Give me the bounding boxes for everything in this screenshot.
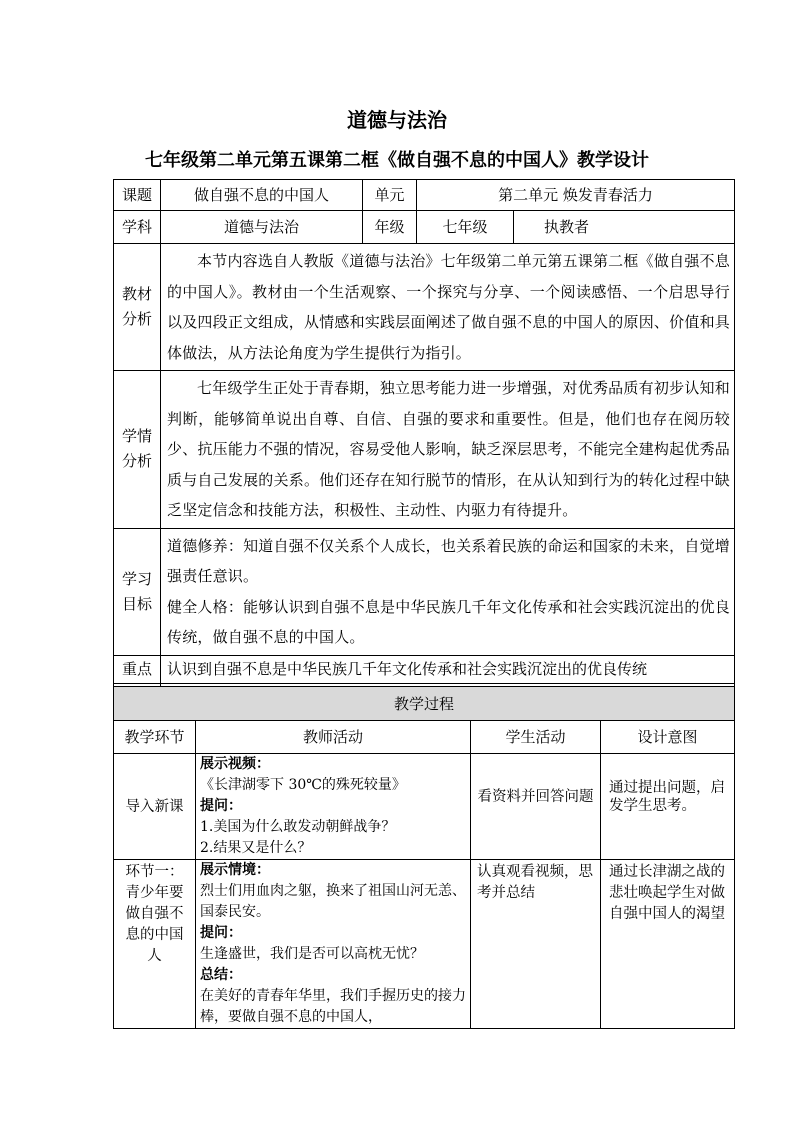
teacher-label: 执教者	[544, 218, 590, 236]
subject-value: 道德与法治	[161, 211, 363, 244]
teacher-cell	[514, 211, 735, 244]
stage-one-heading-scene: 展示情境：	[200, 862, 270, 878]
teaching-process-table	[113, 686, 735, 1029]
student-analysis-label	[114, 371, 161, 529]
learning-goals-label	[114, 528, 161, 655]
col-head-teacher: 教师活动	[196, 721, 471, 754]
key-point-label: 重点	[114, 655, 161, 683]
textbook-analysis-text: 本节内容选自人教版《道德与法治》七年级第二单元第五课第二框《做自强不息的中国人》。教材由一个生活观察、一个探究与分享、一个阅读感悟、一个启思导行以及四段正文组成，从情感和实践层面阐述了做自强不息的中国人的原因、价值和具体做法，从方法论角度为学生提供行为指引。	[161, 244, 735, 371]
goals-label-line-1: 学习	[121, 569, 152, 588]
stage-one-scene-text: 烈士们用血肉之躯，换来了祖国山河无恙、国泰民安。	[200, 883, 466, 920]
document-subtitle: 七年级第二单元第五课第二框《做自强不息的中国人》教学设计	[145, 150, 649, 171]
teacher-activity-stage-one	[196, 860, 471, 1029]
textbook-label-line-1: 教材	[121, 285, 152, 303]
stage-one-heading-question: 提问：	[200, 925, 242, 941]
student-label-line-2: 分析	[121, 452, 152, 471]
grade-value: 七年级	[417, 211, 514, 244]
stage-one-heading-summary: 总结：	[200, 967, 242, 983]
stage-intro: 导入新课	[114, 754, 196, 860]
stage-one-question-text: 生逢盛世，我们是否可以高枕无忧？	[200, 946, 424, 962]
key-point-text: 认识到自强不息是中华民族几千年文化传承和社会实践沉淀出的优良传统	[161, 655, 735, 683]
table-row	[114, 754, 735, 860]
student-label-line-1: 学情	[121, 427, 152, 446]
grade-label: 年级	[363, 211, 417, 244]
stage-one-summary-text: 在美好的青春年华里，我们手握历史的接力棒，要做自强不息的中国人，	[200, 988, 466, 1025]
teaching-process-header: 教学过程	[114, 687, 735, 721]
intro-heading-question: 提问：	[200, 798, 242, 814]
textbook-label-line-2: 分析	[121, 310, 152, 328]
intro-question-1: 1.美国为什么敢发动朝鲜战争？	[200, 819, 396, 835]
student-analysis-text: 七年级学生正处于青春期，独立思考能力进一步增强，对优秀品质有初步认知和判断，能够简单说出自尊、自信、自强的要求和重要性。但是，他们也存在阅历较少、抗压能力不强的情况，容易受他人影响，缺乏深层思考，不能完全建构起优秀品质与自己发展的关系。他们还存在知行脱节的情形，在从认知到行为的转化过程中缺乏坚定信念和技能方法，积极性、主动性、内驱力有待提升。	[161, 371, 735, 529]
design-intent-intro: 通过提出问题，启发学生思考。	[601, 754, 735, 860]
col-head-intent: 设计意图	[601, 721, 735, 754]
intro-video-title: 《长津湖零下 30℃的殊死较量》	[200, 777, 406, 793]
design-intent-stage-one: 通过长津湖之战的悲壮唤起学生对做自强中国人的渴望	[601, 860, 735, 1029]
teacher-activity-intro	[196, 754, 471, 860]
intro-question-2: 2.结果又是什么？	[200, 840, 312, 856]
student-activity-stage-one: 认真观看视频，思考并总结	[471, 860, 601, 1029]
intro-heading-video: 展示视频：	[200, 756, 270, 772]
goals-label-line-2: 目标	[121, 594, 152, 613]
learning-goals-text	[161, 528, 735, 655]
stage-one: 环节一：青少年要做自强不息的中国人	[114, 860, 196, 1029]
goal-personality: 健全人格：能够认识到自强不息是中华民族几千年文化传承和社会实践沉淀出的优良传统，做自强不息的中国人。	[167, 597, 730, 646]
col-head-stage: 教学环节	[114, 721, 196, 754]
unit-value: 第二单元 焕发青春活力	[417, 180, 735, 211]
student-activity-intro: 看资料并回答问题	[471, 754, 601, 860]
goal-moral: 道德修养：知道自强不仅关系个人成长，也关系着民族的命运和国家的未来，自觉增强责任意识。	[167, 536, 730, 585]
topic-label: 课题	[114, 180, 161, 211]
textbook-analysis-label	[114, 244, 161, 371]
lesson-info-table	[113, 179, 735, 712]
table-row	[114, 860, 735, 1029]
document-title: 道德与法治	[347, 108, 447, 132]
topic-value: 做自强不息的中国人	[161, 180, 363, 211]
col-head-student: 学生活动	[471, 721, 601, 754]
unit-label: 单元	[363, 180, 417, 211]
subject-label: 学科	[114, 211, 161, 244]
